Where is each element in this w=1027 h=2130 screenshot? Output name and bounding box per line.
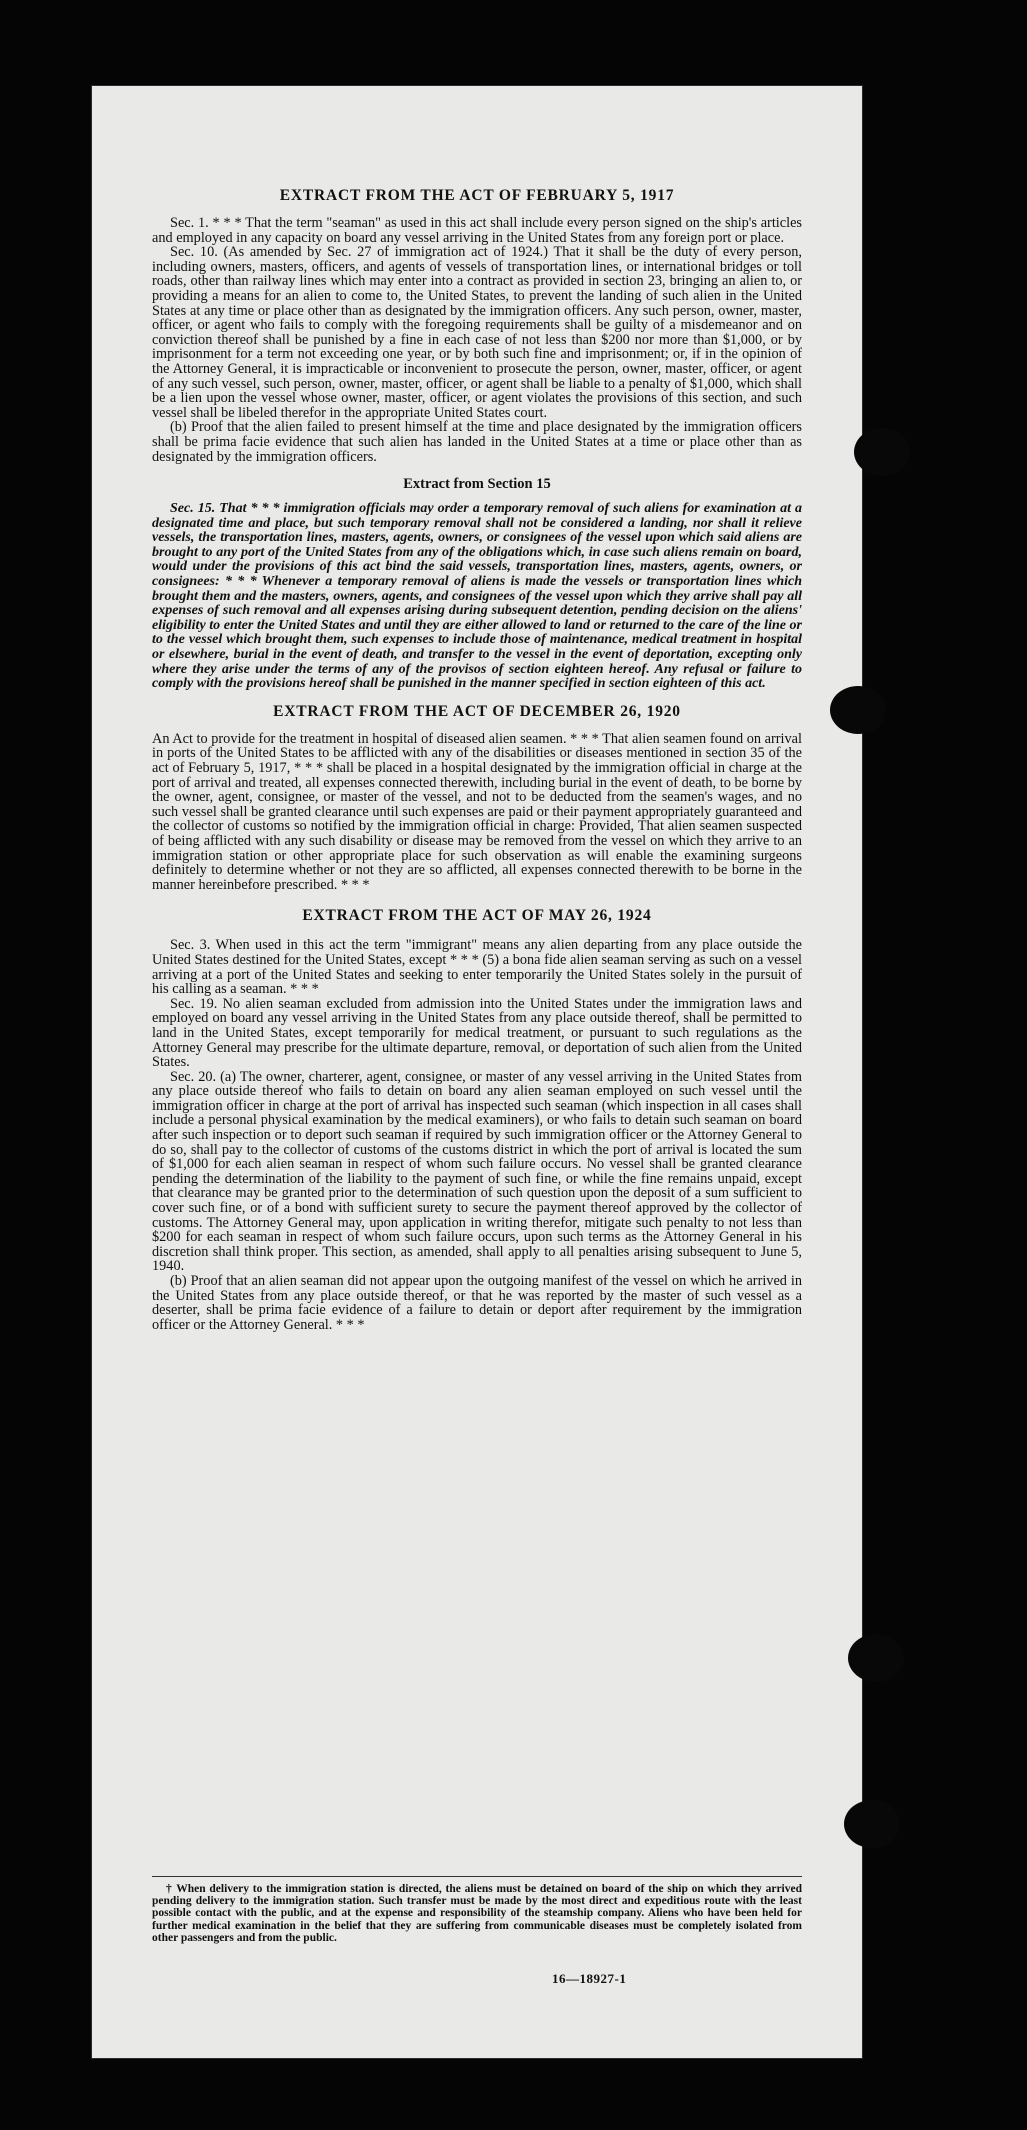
section-3-text: Sec. 3. When used in this act the term "immigrant" means any alien departing from any place outside the United States destined for the United States, except * * * (5) a bona fide alien seaman serving as such on a vessel arriving at a port of the United States and seeking to enter temporarily the United States solely in the pursuit of his calling as a seaman. * * * xyxy=(152,937,802,998)
heading-act-1917: EXTRACT FROM THE ACT OF FEBRUARY 5, 1917 xyxy=(279,187,675,204)
act-1920-text: An Act to provide for the treatment in hospital of diseased alien seamen. * * * That alien seamen found on arrival in ports of the United States to be afflicted with any of the disabilities or diseases mentioned in section 35 of the act of February 5, 1917, * * * shall be placed in a hospital designated by the immigration official in charge at the port of arrival and treated, all expenses connected therewith, including burial in the event of death, to be borne by the owner, agent, consignee, or master of the vessel, and not to be deducted from the seamen's wages, and no such vessel shall be granted clearance until such expenses are paid or their payment appropriately guaranteed and the collector of customs so notified by the immigration official in charge: Provided, That alien seamen suspected of being afflicted with any such disability or disease may be removed from the vessel on which they arrive to an immigration station or other appropriate place for such observation as will enable the examining surgeons definitely to determine whether or not they are so afflicted, all expenses connected therewith to be borne in the manner hereinbefore prescribed. * * * xyxy=(152,730,802,893)
section-1-text: Sec. 1. * * * That the term "seaman" as used in this act shall include every person signed on the ship's articles and employed in any capacity on board any vessel arriving in the United States from any foreign port or place. xyxy=(152,215,802,246)
punch-hole xyxy=(844,1800,900,1848)
section-10-text: Sec. 10. (As amended by Sec. 27 of immigration act of 1924.) That it shall be the duty of every person, including owners, masters, officers, and agents of vessels of transportation lines, or international bridges or toll roads, other than railway lines which may enter into a contract as provided in section 23, bringing an alien to, or providing a means for an alien to come to, the United States, to prevent the landing of such alien in the United States at any time or place other than as designated by the immigration officers. Any such person, owner, master, officer, or agent who fails to comply with the foregoing requirements shall be guilty of a misdemeanor and on conviction thereof shall be punished by a fine in each case of not less than $200 nor more than $1,000, or by imprisonment for a term not exceeding one year, or by both such fine and imprisonment; or, if in the opinion of the Attorney General, it is impracticable or inconvenient to prosecute the person, owner, master, officer, or agent of any such vessel, such person, owner, master, officer, or agent shall be liable to a penalty of $1,000, which shall be a lien upon the vessel whose owner, master, officer, or agent violates the provisions of this section, and such vessel shall be libeled therefor in the appropriate United States court. xyxy=(152,244,802,421)
section-20-text: Sec. 20. (a) The owner, charterer, agent, consignee, or master of any vessel arriving in the United States from any place outside thereof who fails to detain on board any alien seaman employed on such vessel until the immigration officer in charge at the port of arrival has inspected such seaman (which inspection in all cases shall include a personal physical examination by the medical examiners), or who fails to detain such seaman on board after such inspection or to deport such seaman if required by such immigration officer or the Attorney General to do so, shall pay to the collector of customs of the customs district in which the port of arrival is located the sum of $1,000 for each alien seaman in respect of whom such failure occurs. No vessel shall be granted clearance pending the determination of the liability to the payment of such fine, or while the fine remains unpaid, except that clearance may be granted prior to the determination of such question upon the deposit of a sum sufficient to cover such fine, or of a bond with sufficient surety to secure the payment thereof approved by the collector of customs. The Attorney General may, upon application in writing therefor, mitigate such penalty to not less than $200 for each seaman in respect of whom such failure occurs, upon such terms as the Attorney General in his discretion shall think proper. This section, as amended, shall apply to all penalties arising subsequent to June 5, 1940. xyxy=(152,1068,802,1275)
section-19-text: Sec. 19. No alien seaman excluded from admission into the United States under the immigration laws and employed on board any vessel arriving in the United States from any place outside thereof, shall be permitted to land in the United States, except temporarily for medical treatment, or pursuant to such regulations as the Attorney General may prescribe for the ultimate departure, removal, or deportation of such alien from the United States. xyxy=(152,995,802,1071)
footnote xyxy=(152,1876,802,1944)
document-number: 16—18927-1 xyxy=(552,1971,627,1986)
heading-section-15: Extract from Section 15 xyxy=(403,476,551,493)
footnote-text: † When delivery to the immigration station is directed, the aliens must be detained on board of the ship on which they arrived pending delivery to the immigration station. Such transfer must be made by the most direct and expeditious route with the least possible contact with the public, and at the expense and responsibility of the steamship company. Aliens who have been held for further medical examination in the belief that they are suffering from communicable diseases must be completely isolated from other passengers and from the public. xyxy=(152,1883,802,1944)
punch-hole xyxy=(848,1634,904,1682)
document-body xyxy=(152,186,802,1332)
section-20b-text: (b) Proof that an alien seaman did not appear upon the outgoing manifest of the vessel on which he arrived in the United States from any place outside thereof, or that he was reported by the master of such vessel as a deserter, shall be prima facie evidence of a failure to detain or deport after requirement by the immigration officer or the Attorney General. * * * xyxy=(152,1273,802,1333)
section-10b-text: (b) Proof that the alien failed to present himself at the time and place designated by the immigration officers shall be prima facie evidence that such alien has landed in the United States at a time or place other than as designated by the immigration officers. xyxy=(152,419,802,465)
heading-act-1920: EXTRACT FROM THE ACT OF DECEMBER 26, 1920 xyxy=(273,702,681,720)
document-page xyxy=(92,86,862,2058)
section-15-text: Sec. 15. That * * * immigration officials may order a temporary removal of such aliens for examination at a designated time and place, but such temporary removal shall not be considered a landing, nor shall it relieve vessels, the transportation lines, masters, agents, owners, or consignees of the vessel upon which said aliens are brought to any port of the United States from any of the obligations which, in case such aliens remain on board, would under the provisions of this act bind the said vessels, transportation lines, masters, agents, owners, or consignees: * * * Whenever a temporary removal of aliens is made the vessels or transportation lines which brought them and the masters, owners, agents, and consignees of the vessel upon which they arrive shall pay all expenses of such removal and all expenses arising during subsequent detention, pending decision on the aliens' eligibility to enter the United States and until they are either allowed to land or returned to the care of the line or to the vessel which brought them, such expenses to include those of maintenance, medical treatment in hospital or elsewhere, burial in the event of death, and transfer to the vessel in the event of deportation, excepting only where they arise under the terms of any of the provisos of section eighteen hereof. Any refusal or failure to comply with the provisions hereof shall be punished in the manner specified in section eighteen of this act. xyxy=(152,501,802,692)
punch-hole xyxy=(830,686,886,734)
heading-act-1924: EXTRACT FROM THE ACT OF MAY 26, 1924 xyxy=(302,907,652,925)
punch-hole xyxy=(854,428,910,476)
